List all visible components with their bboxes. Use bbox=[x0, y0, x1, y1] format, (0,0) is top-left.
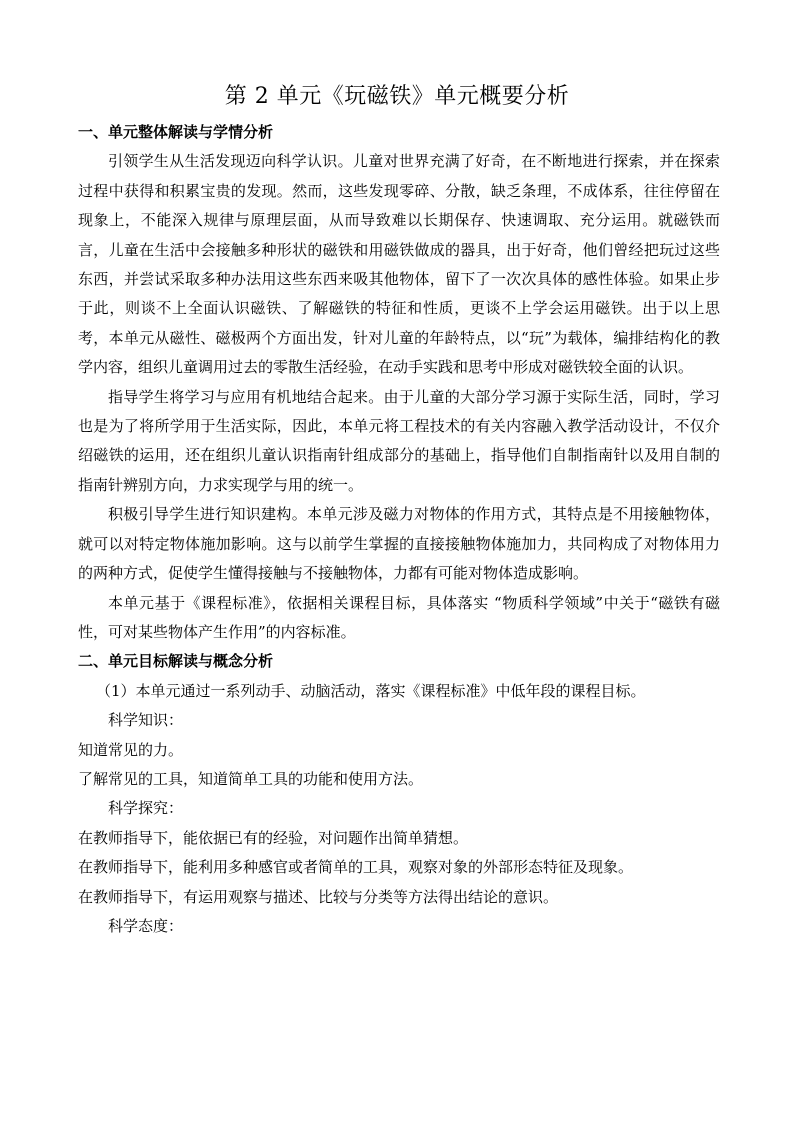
document-title: 第 2 单元《玩磁铁》单元概要分析 bbox=[224, 84, 570, 109]
document-body bbox=[78, 118, 720, 941]
attitude-label: 科学态度： bbox=[108, 916, 184, 935]
section-1-heading: 一、单元整体解读与学情分析 bbox=[78, 123, 274, 141]
inquiry-item-1: 在教师指导下，能依据已有的经验，对问题作出简单猜想。 bbox=[78, 828, 469, 847]
section-1-paragraph-2: 指导学生将学习与应用有机地结合起来。由于儿童的大部分学习源于实际生活，同时，学习也是为了将所学用于生活实际，因此，本单元将工程技术的有关内容融入教学活动设计，不仅介绍磁铁的运用，还在组织儿童认识指南针组成部分的基础上，指导他们自制指南针以及用自制的指南针辨别方向，力求实现学与用的统一。 bbox=[78, 387, 720, 494]
knowledge-item-1: 知道常见的力。 bbox=[78, 740, 184, 759]
inquiry-item-2: 在教师指导下，能利用多种感官或者简单的工具，观察对象的外部形态特征及现象。 bbox=[78, 858, 634, 877]
section-1-paragraph-3: 积极引导学生进行知识建构。本单元涉及磁力对物体的作用方式，其特点是不用接触物体，就可以对特定物体施加影响。这与以前学生掌握的直接接触物体施加力，共同构成了对物体用力的两种方式，促使学生懂得接触与不接触物体，力都有可能对物体造成影响。 bbox=[78, 505, 720, 583]
inquiry-label: 科学探究： bbox=[108, 799, 184, 818]
section-1-paragraph-4: 本单元基于《课程标准》，依据相关课程目标，具体落实 “物质科学领域”中关于“磁铁有磁性，可对某些物体产生作用”的内容标准。 bbox=[78, 593, 720, 641]
section-2-heading: 二、单元目标解读与概念分析 bbox=[78, 652, 274, 671]
knowledge-label: 科学知识： bbox=[108, 711, 184, 730]
inquiry-item-3: 在教师指导下，有运用观察与描述、比较与分类等方法得出结论的意识。 bbox=[78, 887, 559, 906]
section-1-paragraph-1: 引领学生从生活发现迈向科学认识。儿童对世界充满了好奇，在不断地进行探索，并在探索过程中获得和积累宝贵的发现。然而，这些发现零碎、分散，缺乏条理，不成体系，往往停留在现象上，不能深入规律与原理层面，从而导致难以长期保存、快速调取、充分运用。就磁铁而言，儿童在生活中会接触多种形状的磁铁和用磁铁做成的器具，出于好奇，他们曾经把玩过这些东西，并尝试采取多种办法用这些东西来吸其他物体，留下了一次次具体的感性体验。如果止步于此，则谈不上全面认识磁铁、了解磁铁的特征和性质，更谈不上学会运用磁铁。出于以上思考，本单元从磁性、磁极两个方面出发，针对儿童的年龄特点，以“玩”为载体，编排结构化的教学内容，组织儿童调用过去的零散生活经验，在动手实践和思考中形成对磁铁较全面的认识。 bbox=[78, 152, 720, 377]
knowledge-item-2: 了解常见的工具，知道简单工具的功能和使用方法。 bbox=[78, 769, 424, 788]
section-2-intro: （1）本单元通过一系列动手、动脑活动，落实《课程标准》中低年段的课程目标。 bbox=[96, 681, 646, 700]
